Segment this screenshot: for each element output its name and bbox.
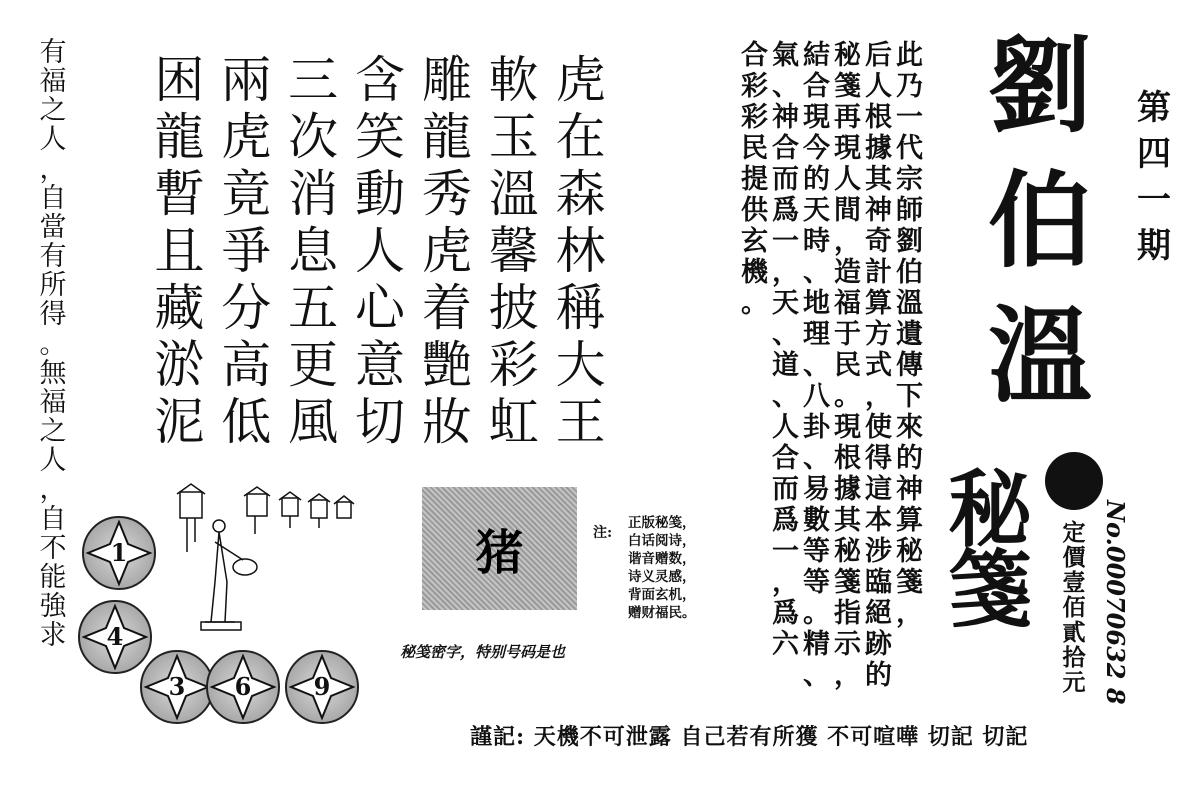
note-line: 背面玄机， — [628, 587, 696, 603]
secret-note: 秘笺密字，特别号码是也 — [400, 643, 566, 661]
side-char: 當 — [39, 211, 67, 243]
poem-line: 含 笑 動 人 心 意 切 — [354, 52, 405, 450]
poem-line: 虎 在 森 林 稱 大 王 — [555, 52, 606, 450]
note-line: 诗义灵感， — [628, 569, 696, 585]
price-char: 貳 — [1062, 619, 1086, 646]
issue-char: 一 — [1137, 180, 1171, 220]
subtitle-char: 秘 — [947, 460, 1032, 559]
poem-line: 雕 龍 秀 虎 着 艷 妝 — [421, 52, 472, 450]
poem-line: 三 次 消 息 五 更 風 — [288, 52, 339, 450]
mystery-char: 猪 — [475, 525, 524, 581]
side-saying — [30, 38, 76, 650]
side-char: 得 — [39, 299, 67, 331]
price-char: 佰 — [1062, 594, 1086, 621]
poem-line: 兩 虎 竟 爭 分 高 低 — [221, 52, 272, 450]
badge-number: 6 — [234, 672, 252, 701]
price-char: 定 — [1062, 519, 1086, 546]
price-char: 拾 — [1062, 644, 1086, 671]
number-badge — [140, 650, 214, 724]
side-char: 人 — [39, 445, 67, 477]
side-char: 能 — [39, 561, 67, 593]
price-char: 壹 — [1062, 569, 1086, 596]
note-line: 白话阅诗， — [628, 533, 696, 549]
poem-line: 困 龍 暫 且 藏 淤 泥 — [154, 52, 205, 450]
subtitle — [935, 460, 1045, 639]
seal-stamp — [1045, 452, 1103, 510]
poem — [150, 52, 610, 450]
title-char: 伯 — [987, 159, 1092, 282]
side-char: 自 — [39, 503, 67, 535]
preface-line: 后 人 根 據 其 神 奇 計 算 方 式 ， 使 得 這 本 涉 臨 絕 跡 的 — [865, 40, 892, 691]
side-char: 人 — [39, 124, 67, 156]
side-char: ， — [39, 153, 67, 185]
number-badge — [78, 600, 152, 674]
number-badge — [82, 516, 156, 590]
badge-number: 3 — [168, 672, 186, 701]
price-char: 元 — [1062, 669, 1086, 696]
badge-number: 1 — [110, 538, 128, 567]
side-char: 有 — [39, 37, 67, 68]
side-char: 之 — [39, 95, 67, 127]
number-badge — [206, 650, 280, 724]
preface-line: 秘 箋 再 現 人 間 ， 造 福 于 民 。 現 根 據 其 秘 箋 指 示 ， — [834, 40, 861, 691]
side-char: 之 — [39, 416, 67, 448]
side-char: 求 — [39, 620, 67, 652]
preface-text — [670, 40, 925, 691]
clock-man-illustration — [165, 482, 355, 642]
side-char: 所 — [39, 270, 67, 302]
badge-number: 4 — [106, 622, 124, 651]
side-char: 自 — [39, 182, 67, 214]
side-char: 無 — [39, 357, 67, 389]
number-badge — [285, 650, 359, 724]
serial-text: No.00070632 8 — [1101, 500, 1130, 705]
issue-char: 期 — [1137, 226, 1171, 266]
preface-line: 合 彩 彩 民 提 供 玄 機 。 — [741, 40, 768, 319]
issue-char: 四 — [1137, 134, 1171, 174]
side-char: ， — [39, 474, 67, 506]
note-line: 赠财福民。 — [628, 605, 696, 621]
note-label: 注: — [593, 525, 613, 541]
serial-number — [1098, 500, 1134, 705]
notes — [628, 514, 696, 622]
subtitle-char: 箋 — [947, 540, 1032, 639]
side-char: 強 — [39, 590, 67, 622]
issue-char: 第 — [1137, 88, 1171, 128]
side-char: 福 — [39, 66, 67, 98]
main-title — [985, 18, 1095, 423]
price-char: 價 — [1062, 544, 1086, 571]
badge-number: 9 — [313, 672, 331, 701]
price-label — [1058, 520, 1090, 695]
note-line: 谐音赠数， — [628, 551, 696, 567]
mystery-box — [422, 487, 577, 610]
preface-line: 此 乃 一 代 宗 師 劉 伯 溫 遺 傳 下 來 的 神 算 秘 箋 ， — [896, 40, 923, 629]
footer-warning: 謹記: 天機不可泄露 自己若有所獲 不可喧嘩 切記 切記 — [470, 724, 1029, 750]
side-char: 福 — [39, 386, 67, 418]
preface-line: 結 合 現 今 的 天 時 、 地 理 、 八 卦 、 易 數 等 等 。 精 、 — [803, 40, 830, 691]
title-char: 劉 — [987, 24, 1092, 147]
side-char: 有 — [39, 241, 67, 273]
title-char: 溫 — [987, 294, 1092, 417]
issue-number — [1130, 85, 1178, 269]
preface-line: 氣 、 神 合 而 爲 一 ， 天 、 道 、 人 合 而 爲 一 ， 爲 六 — [772, 40, 799, 660]
note-line: 正版秘笺， — [628, 515, 696, 531]
side-char: 。 — [39, 328, 67, 360]
side-char: 不 — [39, 532, 67, 564]
poem-line: 軟 玉 溫 馨 披 彩 虹 — [488, 52, 539, 450]
